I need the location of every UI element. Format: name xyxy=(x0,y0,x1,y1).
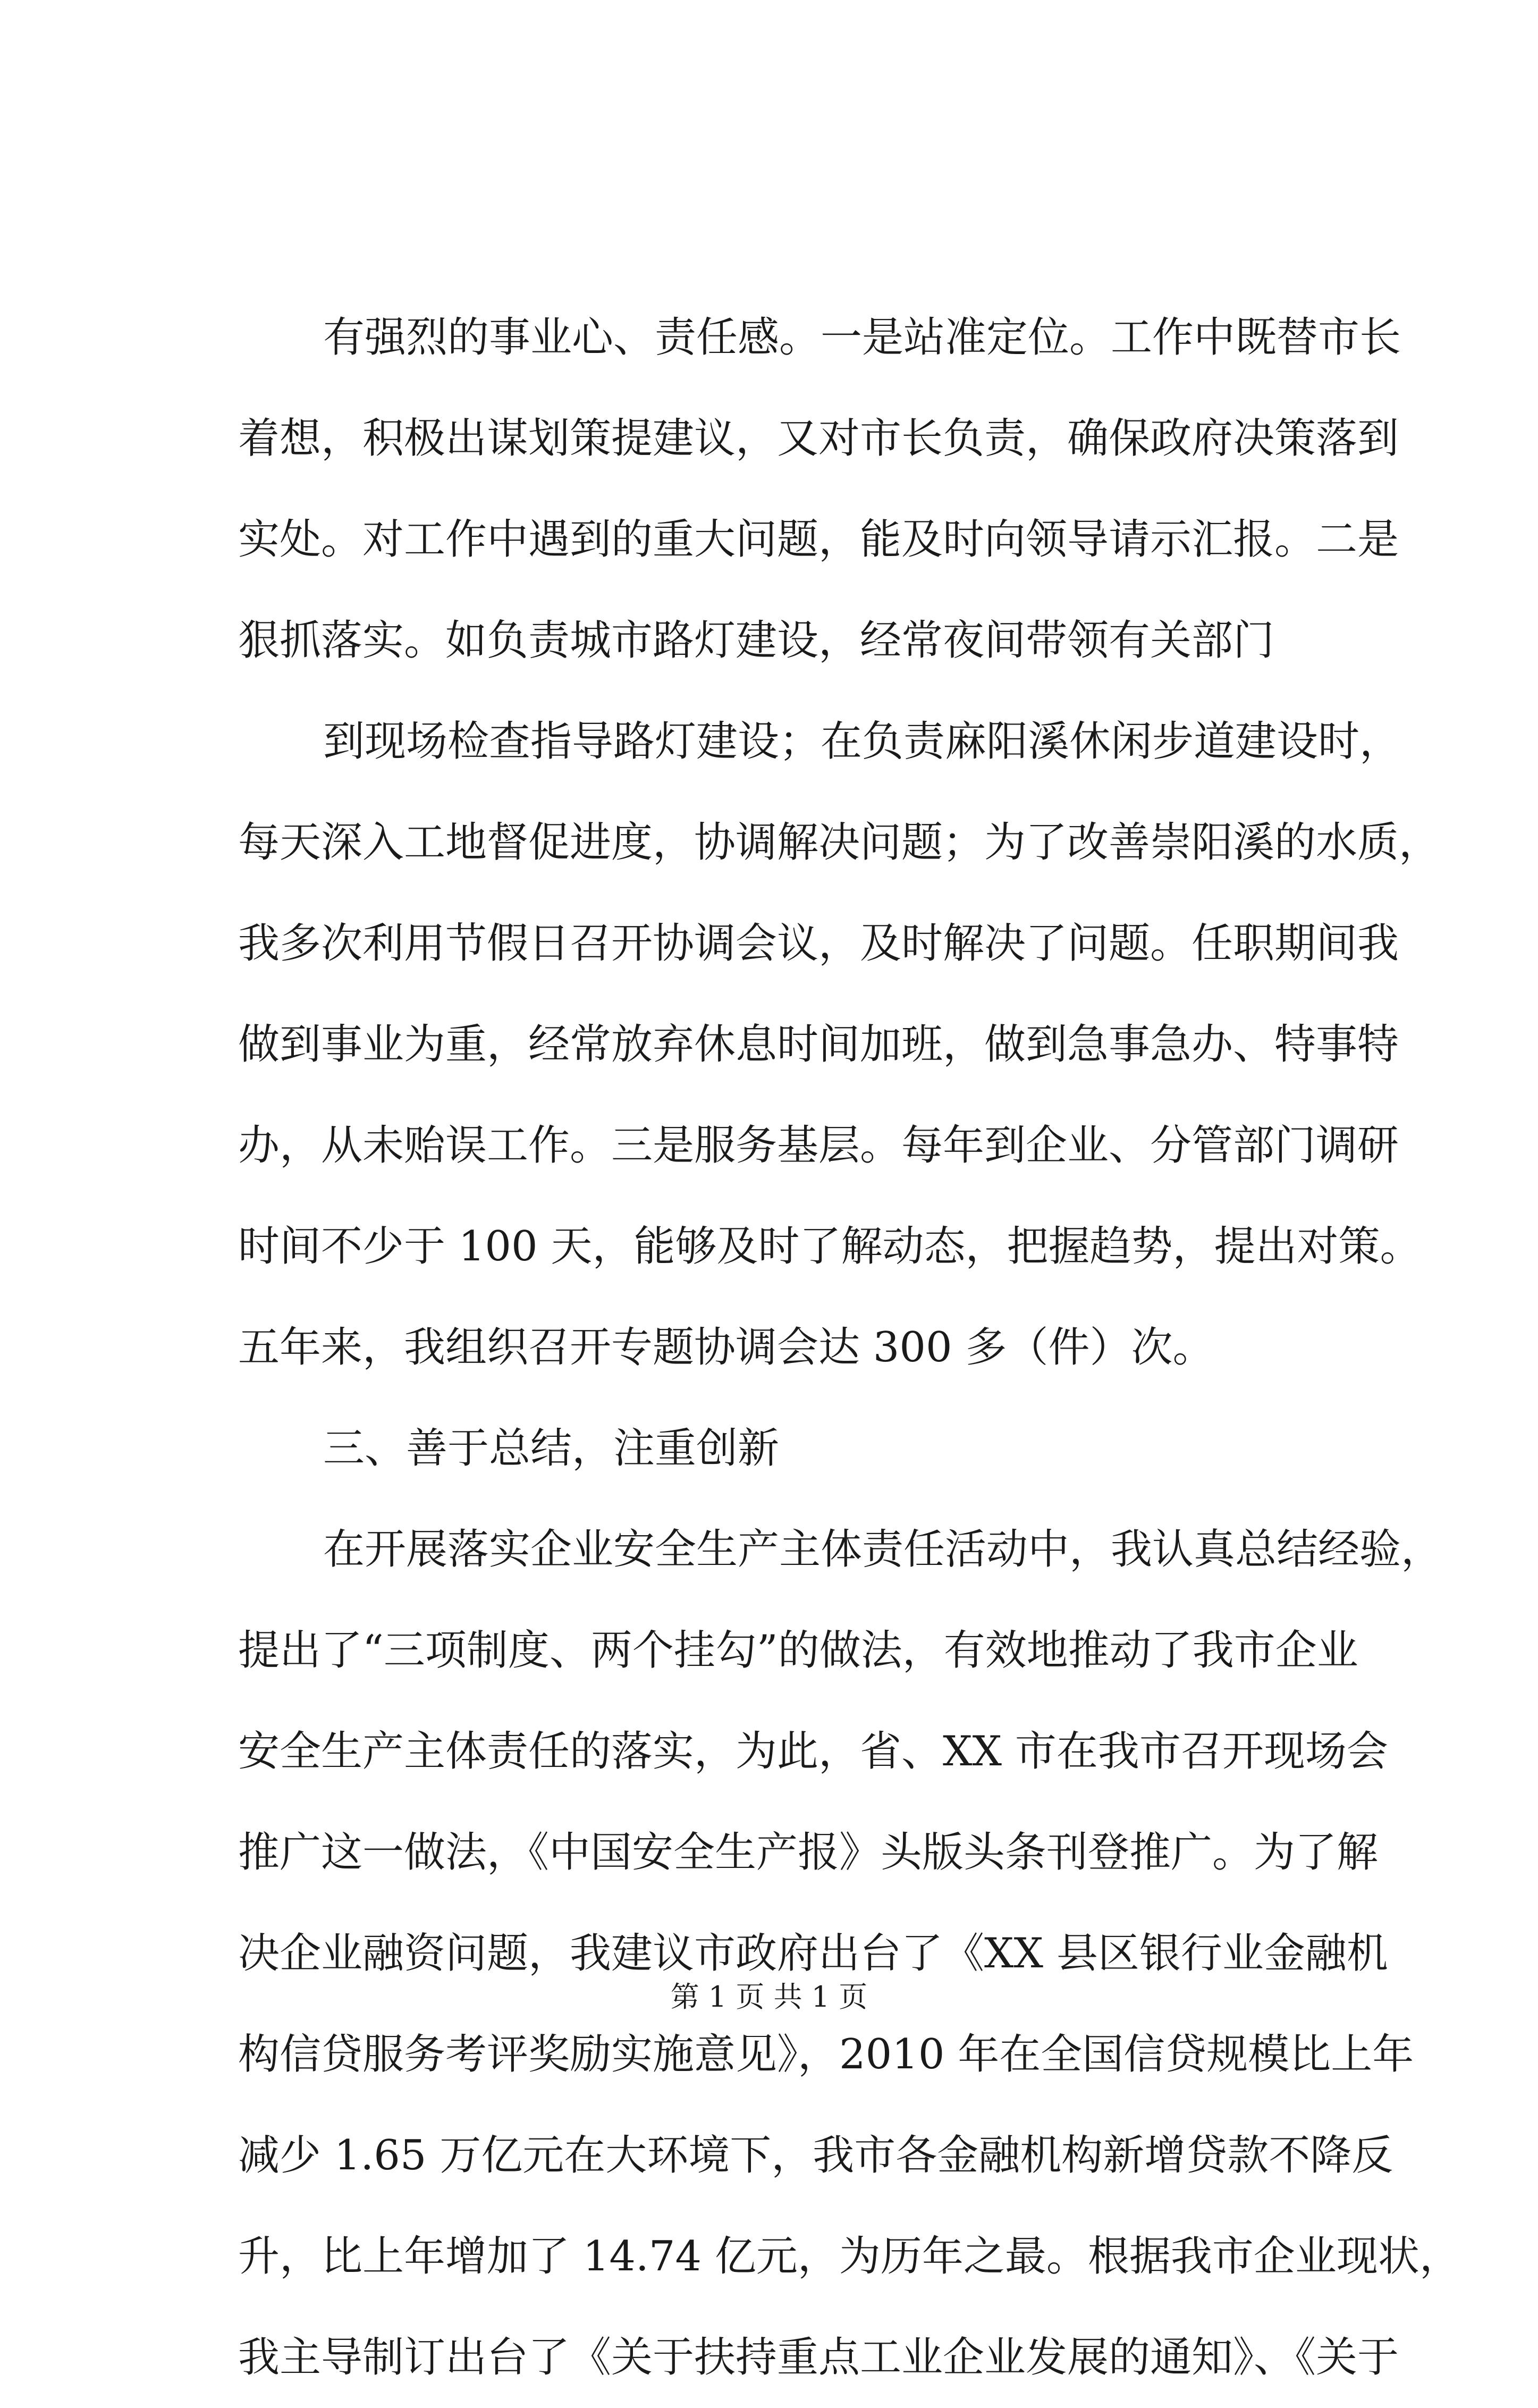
text-line: 在开展落实企业安全生产主体责任活动中，我认真总结经验， xyxy=(323,1526,1443,1573)
text-line: 实处。对工作中遇到的重大问题，能及时向领导请示汇报。二是 xyxy=(238,516,1399,563)
text-line: 决企业融资问题，我建议市政府出台了《XX 县区银行业金融机 xyxy=(238,1930,1388,1977)
text-line: 我主导制订出台了《关于扶持重点工业企业发展的通知》、《关于 xyxy=(238,2334,1399,2381)
text-line: 推广这一做法，《中国安全生产报》头版头条刊登推广。为了解 xyxy=(238,1829,1379,1876)
text-line: 做到事业为重，经常放弃休息时间加班，做到急事急办、特事特 xyxy=(238,1021,1399,1068)
text-line: 我多次利用节假日召开协调会议，及时解决了问题。任职期间我 xyxy=(238,920,1399,967)
text-line: 三、善于总结，注重创新 xyxy=(323,1425,780,1472)
text-line: 办，从未贻误工作。三是服务基层。每年到企业、分管部门调研 xyxy=(238,1122,1399,1169)
text-line: 到现场检查指导路灯建设；在负责麻阳溪休闲步道建设时， xyxy=(323,718,1401,765)
text-line: 着想，积极出谋划策提建议，又对市长负责，确保政府决策落到 xyxy=(238,415,1399,462)
text-line: 安全生产主体责任的落实，为此，省、XX 市在我市召开现场会 xyxy=(238,1728,1388,1775)
text-line: 有强烈的事业心、责任感。一是站准定位。工作中既替市长 xyxy=(323,314,1401,361)
text-line: 升，比上年增加了 14.74 亿元，为历年之最。根据我市企业现状， xyxy=(238,2233,1461,2280)
text-line: 时间不少于 100 天，能够及时了解动态，把握趋势，提出对策。 xyxy=(238,1223,1422,1270)
document-body xyxy=(238,287,1461,2408)
text-line: 五年来，我组织召开专题协调会达 300 多（件）次。 xyxy=(238,1324,1214,1371)
text-line: 提出了“三项制度、两个挂勾”的做法，有效地推动了我市企业 xyxy=(238,1627,1358,1674)
text-line: 减少 1.65 万亿元在大环境下，我市各金融机构新增贷款不降反 xyxy=(238,2132,1393,2179)
text-line: 构信贷服务考评奖励实施意见》，2010 年在全国信贷规模比上年 xyxy=(238,2031,1414,2078)
text-line: 狠抓落实。如负责城市路灯建设，经常夜间带领有关部门 xyxy=(238,617,1275,664)
text-line: 每天深入工地督促进度，协调解决问题；为了改善崇阳溪的水质， xyxy=(238,819,1441,866)
page-footer: 第 1 页 共 1 页 xyxy=(670,1980,868,2014)
